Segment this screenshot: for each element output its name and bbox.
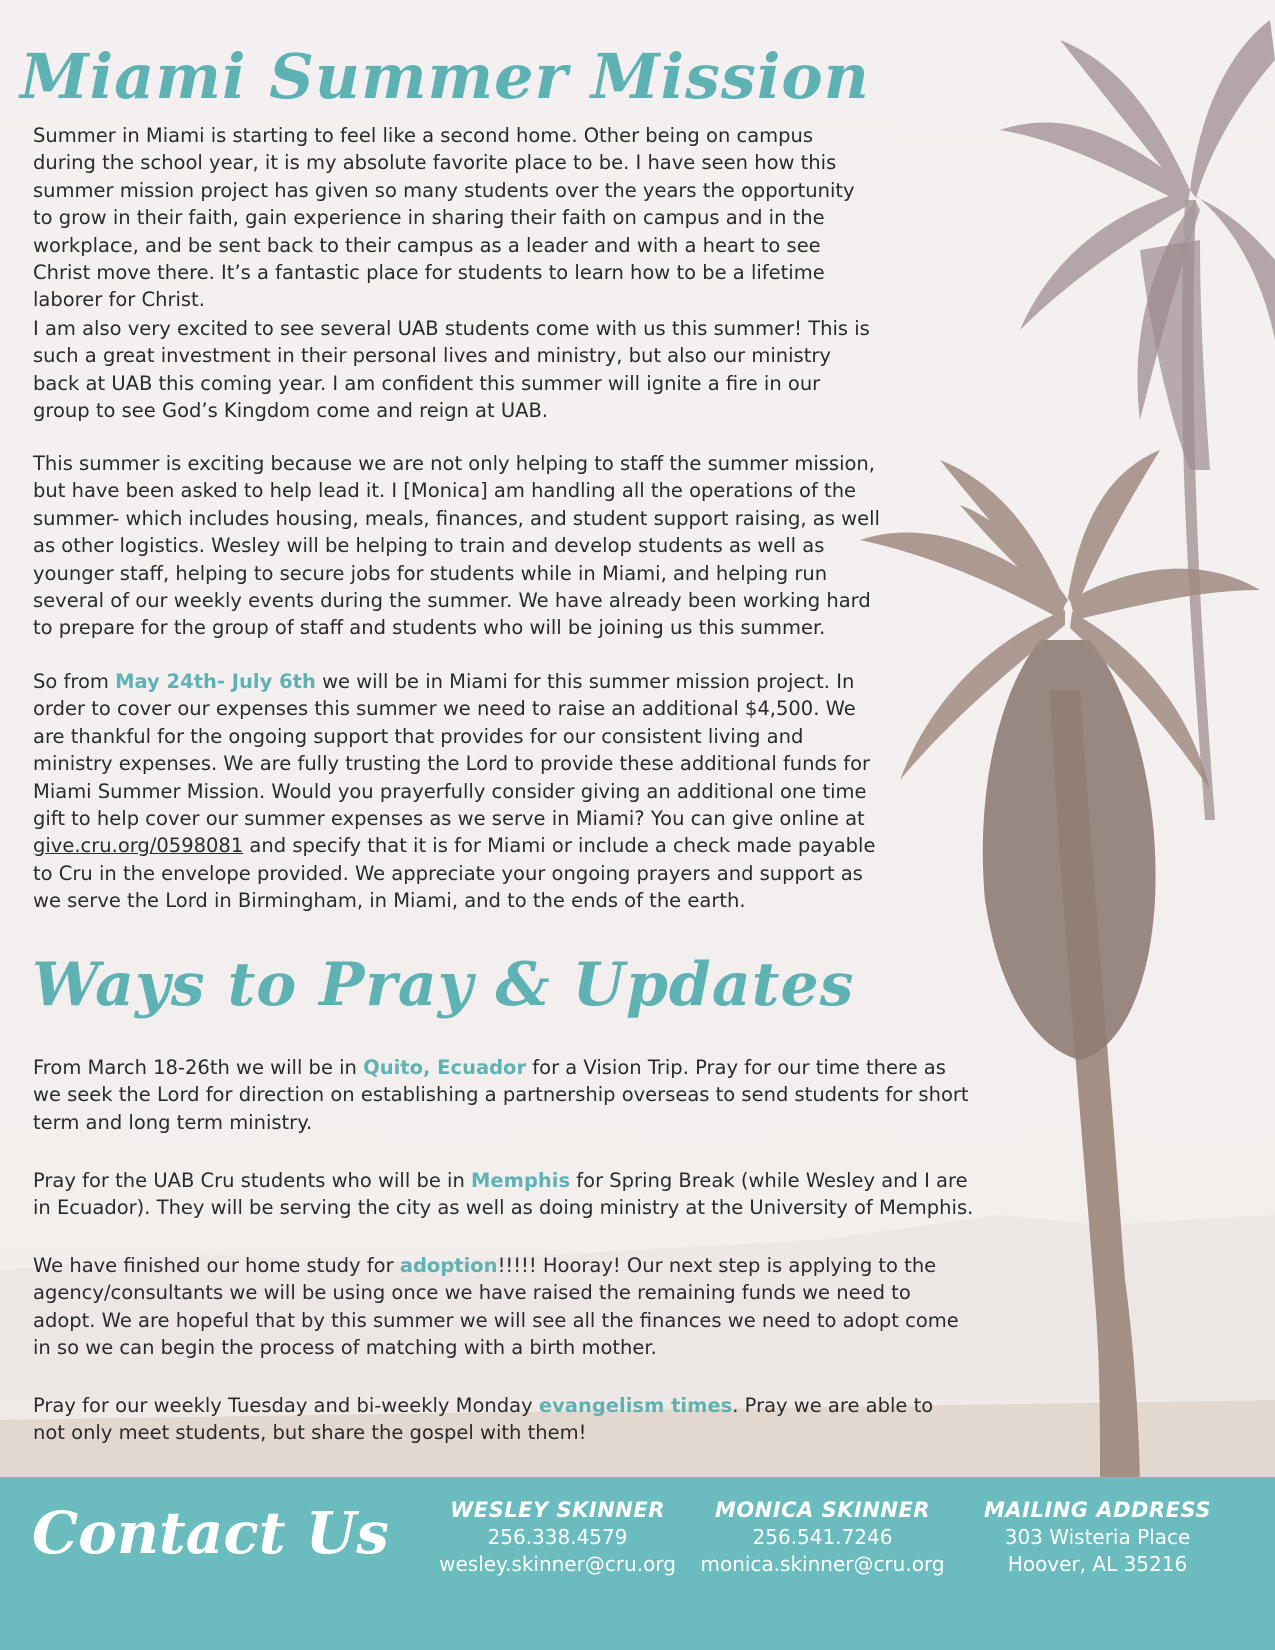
mission-paragraph-1: Summer in Miami is starting to feel like a second home. Other being on campus during the school year, it is my absolute favorite place to be. I have seen how this summer mission project has given so many students over the years the opportunity to grow in their faith, gain experience in sharing their faith on campus and in the workplace, and be sent back to their campus as a leader and with a heart to see Christ move there. It’s a fantastic place for students to learn how to be a lifetime laborer for Christ. xyxy=(33,124,855,312)
mailing-address xyxy=(975,1497,1220,1578)
monica-phone[interactable]: 256.541.7246 xyxy=(752,1525,893,1549)
mailing-line-2: Hoover, AL 35216 xyxy=(1007,1552,1188,1576)
contact-title: Contact Us xyxy=(32,1499,389,1567)
adoption-highlight: adoption xyxy=(399,1254,498,1277)
pray-paragraph-3: We have finished our home study for adoption!!!!! Hooray! Our next step is applying to the agency/consultants we will be using once we have raised the remaining funds we need to adopt. We are hopeful that by this summer we will see all the finances we need to adopt come in so we can begin the process of matching with a birth mother. xyxy=(33,1254,959,1360)
mission-dates: May 24th- July 6th xyxy=(115,670,316,693)
monica-name: MONICA SKINNER xyxy=(715,1498,930,1522)
mission-paragraph-3: This summer is exciting because we are not only helping to staff the summer mission, but have been asked to help lead it. I [Monica] am handling all the operations of the summer- which includes housing, meals, finances, and student support raising, as well as other logistics. Wesley will be helping to train and develop students as well as younger staff, helping to secure jobs for students while in Miami, and helping run several of our weekly events during the summer. We have already been working hard to prepare for the group of staff and students who will be joining us this summer. xyxy=(33,452,880,640)
quito-highlight: Quito, Ecuador xyxy=(363,1056,527,1079)
mailing-line-1: 303 Wisteria Place xyxy=(1004,1525,1191,1549)
pray-paragraph-1: From March 18-26th we will be in Quito, Ecuador for a Vision Trip. Pray for our time there as we seek the Lord for direction on establishing a partnership overseas to send students for short term and long term ministry. xyxy=(33,1056,969,1134)
wesley-email[interactable]: wesley.skinner@cru.org xyxy=(439,1552,676,1576)
mission-paragraph-4: So from May 24th- July 6th we will be in Miami for this summer mission project. In order to cover our expenses this summer we need to raise an additional $4,500. We are thankful for the ongoing support that provides for our consistent living and ministry expenses. We are fully trusting the Lord to provide these additional funds for Miami Summer Mission. Would you prayerfully consider giving an additional one time gift to help cover our summer expenses as we serve in Miami? You can give online at give.cru.org/0598081 and specify that it is for Miami or include a check made payable to Cru in the envelope provided. We appreciate your ongoing prayers and support as we serve the Lord in Birmingham, in Miami, and to the ends of the earth. xyxy=(33,670,876,913)
mailing-label: MAILING ADDRESS xyxy=(984,1498,1211,1522)
wesley-phone[interactable]: 256.338.4579 xyxy=(487,1525,628,1549)
contact-monica xyxy=(695,1497,950,1578)
evangelism-highlight: evangelism times xyxy=(538,1394,733,1417)
pray-title: Ways to Pray & Updates xyxy=(32,950,855,1020)
wesley-name: WESLEY SKINNER xyxy=(450,1498,665,1522)
pray-paragraph-4: Pray for our weekly Tuesday and bi-weekly Monday evangelism times. Pray we are able to not only meet students, but share the gospel with them! xyxy=(33,1394,934,1445)
monica-email[interactable]: monica.skinner@cru.org xyxy=(700,1552,945,1576)
pray-paragraph-2: Pray for the UAB Cru students who will be in Memphis for Spring Break (while Wesley and I are in Ecuador). They will be serving the city as well as doing ministry at the University of Memphis. xyxy=(33,1169,974,1220)
contact-wesley xyxy=(430,1497,685,1578)
memphis-highlight: Memphis xyxy=(471,1169,571,1192)
give-link[interactable]: give.cru.org/0598081 xyxy=(33,834,244,858)
mission-title: Miami Summer Mission xyxy=(20,40,870,113)
mission-paragraph-2: I am also very excited to see several UAB students come with us this summer! This is such a great investment in their personal lives and ministry, but also our ministry back at UAB this coming year. I am confident this summer will ignite a fire in our group to see God’s Kingdom come and reign at UAB. xyxy=(33,317,870,423)
contact-footer xyxy=(0,1477,1275,1650)
